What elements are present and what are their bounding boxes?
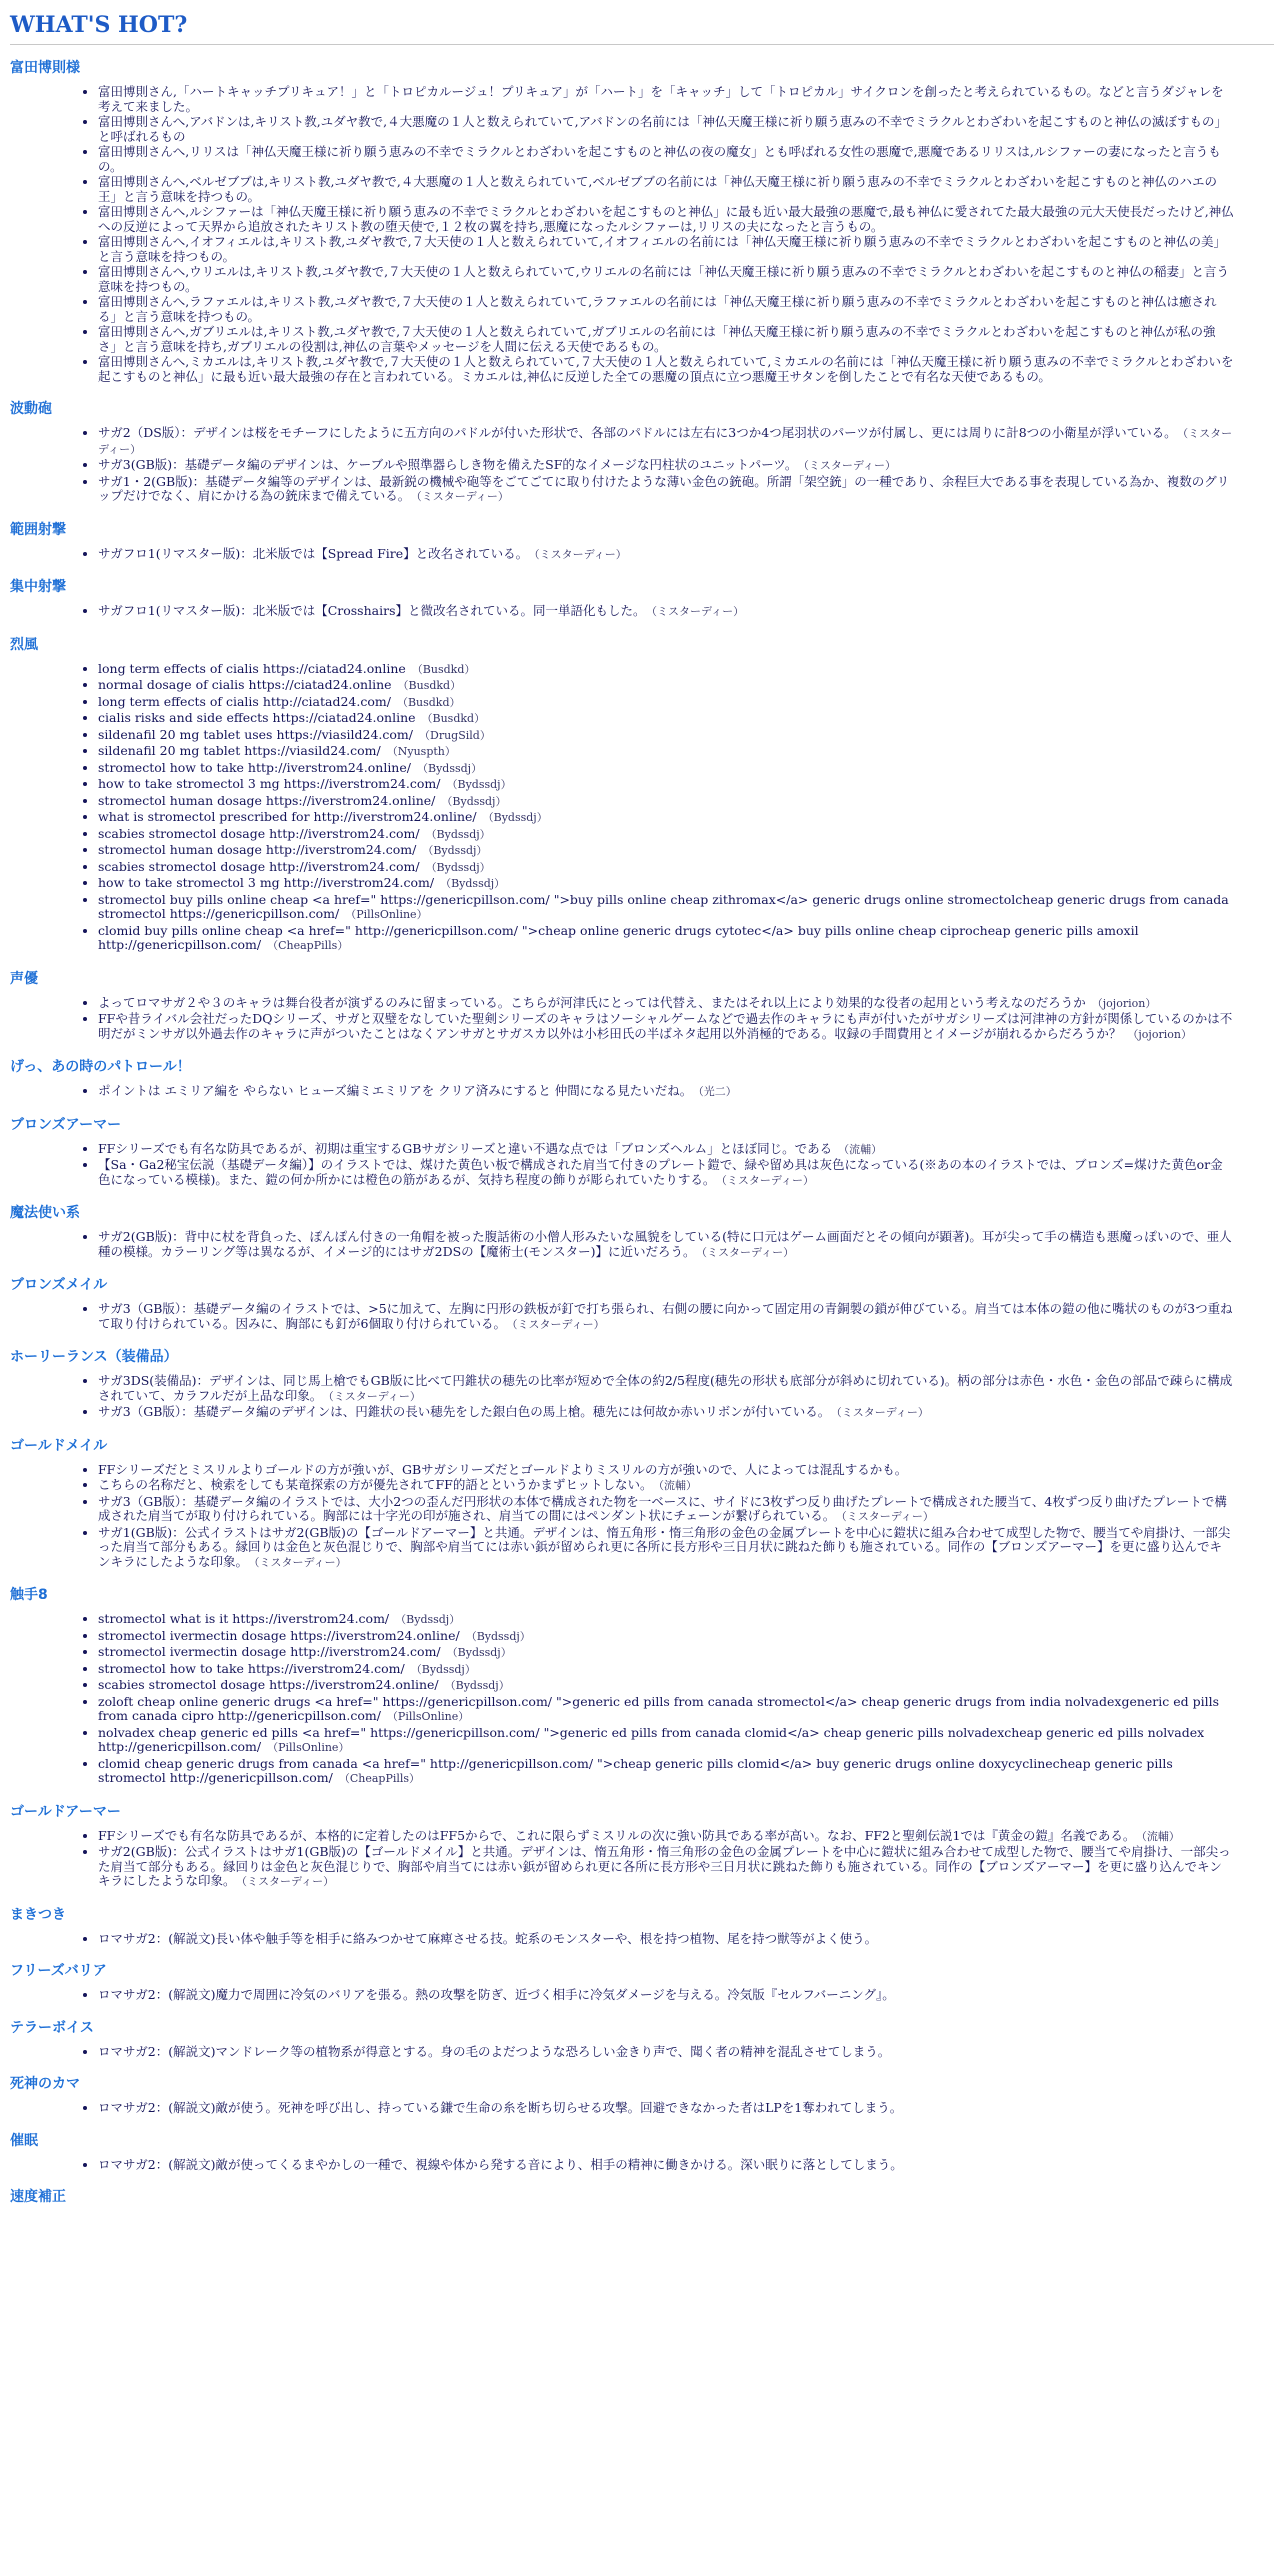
topic-section: [10, 1056, 1274, 1100]
comment-list: [10, 1463, 1274, 1571]
topic-heading[interactable]: フリーズバリア: [10, 1963, 107, 1979]
comment-item: [98, 175, 1274, 204]
comment-author: （Bydssdj）: [465, 1629, 531, 1643]
comment-item: [98, 2101, 1274, 2116]
topic-heading[interactable]: 集中射撃: [10, 579, 66, 595]
comment-author: （ミスターディー）: [803, 459, 896, 472]
topic-section: [10, 2017, 1274, 2060]
comment-text: 富田博則さんへ,リリスは「神仏天魔王様に祈り願う恵みの不幸でミラクルとわざわいを起こすものと神仏の夜の魔女」とも呼ばれる女性の悪魔で,悪魔であるリリスは,ルシファーの妻になったと言うもの。: [98, 144, 1221, 174]
comment-text: サガフロ1(リマスター版)：北米版では【Crosshairs】と微改名されている。同一単語化もした。: [98, 603, 646, 618]
topic-heading[interactable]: 波動砲: [10, 401, 52, 417]
comment-item: [98, 1142, 1274, 1158]
comment-text: よってロマサガ２や３のキャラは舞台役者が演ずるのみに留まっている。こちらが河津氏にとっては代替え、またはそれ以上により効果的な役者の起用という考えなのだろうか: [98, 994, 1086, 1010]
comment-author: （Bydssdj）: [425, 827, 491, 841]
comment-author: （ミスターディー）: [721, 1173, 815, 1187]
comment-item: [98, 604, 1274, 620]
comment-item: [98, 1645, 1274, 1661]
comment-text: normal dosage of cialis https://ciatad24.online: [98, 677, 392, 692]
comment-item: [98, 1012, 1274, 1042]
topic-heading[interactable]: げっ、あの時のパトロール！: [10, 1059, 191, 1075]
topic-heading[interactable]: ゴールドアーマー: [10, 1803, 121, 1820]
comment-item: [98, 325, 1274, 354]
comment-text: stromectol ivermectin dosage http://iverstrom24.com/: [98, 1644, 441, 1659]
comment-text: scabies stromectol dosage https://iverstrom24.online/: [98, 1677, 439, 1692]
topic-section: [10, 2130, 1274, 2173]
comment-text: sildenafil 20 mg tablet uses https://viasild24.com/: [98, 726, 413, 742]
comment-item: [98, 1302, 1274, 1332]
comment-item: [98, 777, 1274, 793]
topic-heading[interactable]: 範囲射撃: [10, 521, 66, 538]
comment-text: cialis risks and side effects https://ciatad24.online: [98, 710, 416, 725]
topic-section: [10, 1435, 1274, 1571]
comment-text: サガ3DS(装備品)：デザインは、同じ馬上槍でもGB版に比べて円錐状の穂先の比率が短めで全体の約2/5程度(穂先の形状も底部分が斜めに切れている)。柄の部分は赤色・水色・金色の部品で疎らに構成されていて、カラフルだが上品な印象。: [98, 1373, 1233, 1403]
comment-text: FFや昔ライバル会社だったDQシリーズ、サガと双璧をなしていた聖剣シリーズのキャラはソーシャルゲームなどで過去作のキャラにも声が付いたがサガシリーズは河津神の方針が関係しているのかは不明だがミンサガ以外過去作のキャラに声がついたことはなくアンサガとサガスカ以外は小杉田氏の半ばネタ起用以外消極的である。収録の手間費用とイメージが崩れるからだろうか？: [98, 1011, 1233, 1041]
topic-section: [10, 519, 1274, 563]
comment-text: stromectol human dosage https://iverstrom24.online/: [98, 792, 436, 808]
topic-section: [10, 1114, 1274, 1189]
comment-list: [10, 1142, 1274, 1189]
comment-text: zoloft cheap online generic drugs <a href=" https://genericpillson.com/ ">generic ed pills from canada stromectol</a> cheap generic drugs from india nolvadexgeneric ed pills from canada cipro http://genericpillson.com/: [98, 1693, 1220, 1723]
comment-author: （PillsOnline）: [386, 1710, 470, 1723]
comment-text: long term effects of cialis http://ciatad24.com/: [98, 693, 391, 709]
comment-text: nolvadex cheap generic ed pills <a href=" https://genericpillson.com/ ">generic ed pills from canada clomid</a> cheap generic pills nolvadexcheap generic ed pills nolvadex http://genericpillson.com/: [98, 1724, 1205, 1754]
comment-item: [98, 711, 1274, 727]
comment-text: stromectol how to take https://iverstrom24.com/: [98, 1660, 405, 1676]
comment-author: （ミスターディー）: [701, 1245, 795, 1259]
topic-section: [10, 2073, 1274, 2116]
topic-section: [10, 1904, 1274, 1947]
comment-text: サガ2(GB版)：公式イラストはサガ1(GB版)の【ゴールドメイル】と共通。デザインは、惰五角形・惰三角形の金色の金属プレートを中心に鎧状に組み合わせて成型した物で、腰当てや肩掛け、一部尖った肩当て部分もある。縁回りは金色と灰色混じりで、胸部や肩当てには赤い鋲が留められ更に各所に長方形や三日月状に跳ねた飾りも施されている。同作の【ブロンズアーマー】を更に盛り込んでキンキラにしたような印象。: [98, 1844, 1231, 1888]
comment-text: ロマサガ2：(解説文)敵が使ってくるまやかしの一種で、視線や体から発する音により、相手の精神に働きかける。深い眠りに落としてしまう。: [98, 2156, 903, 2172]
comment-text: 富田博則さんへ,アバドンは,キリスト教,ユダヤ教で,４大悪魔の１人と数えられていて,アバドンの名前には「神仏天魔王様に祈り願う恵みの不幸でミラクルとわざわいを起こすものと神仏の滅ぼすもの」と呼ばれるもの: [98, 114, 1227, 144]
comment-item: [98, 1678, 1274, 1694]
comment-author: （jojorion）: [1127, 1027, 1192, 1041]
site-title[interactable]: WHAT'S HOT?: [10, 12, 188, 38]
comment-text: ロマサガ2：(解説文)マンドレーク等の植物系が得意とする。身の毛のよだつような恐ろしい金きり声で、聞く者の精神を混乱させてしまう。: [98, 2043, 891, 2059]
comment-list: [10, 604, 1274, 620]
comment-text: ロマサガ2：(解説文)魔力で周囲に冷気のバリアを張る。熱の攻撃を防ぎ、近づく相手に冷気ダメージを与える。冷気版『セルフバーニング』。: [98, 1987, 895, 2002]
comment-author: （Bydssdj）: [425, 860, 491, 874]
comment-item: [98, 205, 1274, 234]
comment-item: [98, 1757, 1274, 1787]
comment-author: （PillsOnline）: [345, 908, 428, 921]
comment-item: [98, 1662, 1274, 1678]
comment-author: （ミスターディー）: [328, 1389, 421, 1403]
comment-author: （CheapPills）: [267, 939, 349, 952]
comment-item: [98, 1463, 1274, 1478]
comment-text: FFシリーズでも有名な防具であるが、初期は重宝するGBサガシリーズと違い不遇な点では「ブロンズヘルム」とほぼ同じ。である: [98, 1140, 833, 1156]
topic-section: [10, 1346, 1274, 1421]
comment-list: [10, 1932, 1274, 1947]
topic-heading[interactable]: 魔法使い系: [10, 1205, 80, 1221]
comment-item: [98, 678, 1274, 694]
comment-author: （Busdkd）: [421, 712, 486, 725]
comment-item: [98, 728, 1274, 744]
comment-author: （ミスターディー）: [841, 1510, 934, 1523]
topic-heading[interactable]: 触手8: [10, 1587, 48, 1603]
comment-item: [98, 1230, 1274, 1260]
comment-item: [98, 295, 1274, 324]
comment-author: （Bydssdj）: [444, 1679, 510, 1692]
topic-heading[interactable]: ブロンズアーマー: [10, 1116, 122, 1133]
comment-author: （Bydssdj）: [395, 1613, 461, 1626]
comment-text: how to take stromectol 3 mg http://iverstrom24.com/: [98, 875, 435, 890]
comment-author: （Bydssdj）: [446, 1646, 512, 1659]
comment-list: [10, 2101, 1274, 2116]
comment-list: [10, 2045, 1274, 2060]
comment-list: [10, 1829, 1274, 1890]
comment-item: [98, 145, 1274, 174]
comment-text: stromectol buy pills online cheap <a href=" https://genericpillson.com/ ">buy pills online cheap zithromax</a> generic drugs online stromectolcheap generic drugs from canada stromectol https://genericpillson.com/: [98, 891, 1229, 921]
comment-text: ポイントは エミリア編を やらない ヒューズ編ミエミリアを クリア済みにすると 仲間になる見たいだね。: [98, 1083, 693, 1098]
comment-item: [98, 1932, 1274, 1947]
comment-text: stromectol ivermectin dosage https://iverstrom24.online/: [98, 1627, 460, 1643]
topic-section: [10, 968, 1274, 1043]
comment-item: [98, 810, 1274, 826]
comment-text: サガ3(GB版)：基礎データ編のデザインは、ケーブルや照準器らしき物を備えたSF的なイメージな円柱状のユニットパーツ。: [98, 457, 798, 472]
comment-text: 富田博則さんへ,ウリエルは,キリスト教,ユダヤ教で,７大天使の１人と数えられていて,ウリエルの名前には「神仏天魔王様に祈り願う恵みの不幸でミラクルとわざわいを起こすものと神仏の稲妻」と言う意味を持つもの。: [98, 264, 1229, 294]
comment-item: [98, 1988, 1274, 2003]
comment-text: サガ2（DS版）：デザインは桜をモチーフにしたように五方向のパドルが付いた形状で、各部のパドルには左右に3つか4つ尾羽状のパーツが付属し、更には周りに計8つの小衛星が浮いている。: [98, 425, 1177, 440]
comment-text: 富田博則さんへ,ルシファーは「神仏天魔王様に祈り願う恵みの不幸でミラクルとわざわいを起こすものと神仏」に最も近い最大最強の悪魔で,最も神仏に愛されてた最大最強の元大天使長だったけど,神仏への反逆によって天界から追放されたキリスト教の堕天使で,１２枚の翼を持ち,悪魔になったルシファーは,リリスの夫になったと言うもの。: [98, 204, 1234, 234]
comment-item: [98, 265, 1274, 294]
comment-author: （PillsOnline）: [267, 1741, 350, 1754]
comment-item: [98, 1726, 1274, 1756]
comment-text: サガ3（GB版）：基礎データ編のイラストでは、>5に加えて、左胸に円形の鉄板が釘で打ち張られ、右側の腰に向かって固定用の青銅製の鎖が伸びている。肩当ては本体の鎧の他に嘴状のものが3つ重ねて取り付けられている。因みに、胸部にも釘が6個取り付けられている。: [98, 1301, 1233, 1331]
comment-text: scabies stromectol dosage http://iverstrom24.com/: [98, 858, 420, 874]
comment-text: 富田博則さんへ,イオフィエルは,キリスト教,ユダヤ教で,７大天使の１人と数えられていて,イオフィエルの名前には「神仏天魔王様に祈り願う恵みの不幸でミラクルとわざわいを起こすものと神仏の美」と言う意味を持つもの。: [98, 234, 1226, 264]
comment-item: [98, 458, 1274, 474]
comment-item: [98, 115, 1274, 144]
comment-text: こちらの名称だと、検索をしても某竜探索の方が優先されてFF的語とというかまずヒットしない。: [98, 1477, 653, 1492]
title-divider: [10, 44, 1274, 45]
comment-item: [98, 761, 1274, 777]
comment-text: FFシリーズでも有名な防具であるが、本格的に定着したのはFF5からで、これに限らずミスリルの次に強い防具である率が高い。なお、FF2と聖剣伝説1では『黄金の鎧』名義である。: [98, 1827, 1136, 1843]
topic-heading[interactable]: テラーボイス: [10, 2019, 94, 2036]
comment-text: 【Sa・Ga2秘宝伝説（基礎データ編）】のイラストでは、煤けた黄色い板で構成された肩当て付きのプレート鎧で、緑や留め具は灰色になっている(※あの本のイラストでは、ブロンズ=煤けた黄色or金色になっている模様)。また、鎧の何か所かには橙色の筋があるが、気持ち程度の飾りが彫られていたりする。: [98, 1157, 1223, 1187]
comment-item: [98, 843, 1274, 859]
comment-text: stromectol what is it https://iverstrom24.com/: [98, 1611, 390, 1626]
comment-item: [98, 1845, 1274, 1890]
topic-section: [10, 1801, 1274, 1890]
topic-heading[interactable]: 速度補正: [10, 2189, 66, 2205]
topic-heading[interactable]: 声優: [10, 970, 38, 987]
comment-item: [98, 794, 1274, 810]
comment-list: [10, 996, 1274, 1043]
comment-item: [98, 1374, 1274, 1404]
comment-author: （ミスターディー）: [511, 1317, 605, 1331]
comment-item: [98, 2158, 1274, 2173]
comment-text: how to take stromectol 3 mg https://iverstrom24.com/: [98, 776, 441, 791]
topic-section: [10, 2186, 1274, 2206]
comment-list: [10, 662, 1274, 954]
comment-author: （Nyuspth）: [386, 745, 456, 758]
comment-text: サガ3（GB版）：基礎データ編のデザインは、円錐状の長い穂先をした銀白色の馬上槍。穂先には何故か赤いリボンが付いている。: [98, 1404, 831, 1419]
topic-section: [10, 634, 1274, 954]
comment-list: [10, 1230, 1274, 1260]
comment-item: [98, 860, 1274, 876]
comment-item: [98, 827, 1274, 843]
comment-author: （ミスターディー）: [651, 605, 745, 618]
comment-author: （Bydssdj）: [441, 794, 507, 808]
comment-author: （Bydssdj）: [482, 811, 548, 824]
comment-text: サガ1・2(GB版)：基礎データ編等のデザインは、最新鋭の機械や砲等をごてごてに取り付けたような薄い金色の銃砲。所謂「架空銃」の一種であり、余程巨大である事を表現している為か、複数のグリップだけでなく、肩にかける為の銃床まで備えている。: [98, 473, 1230, 503]
comment-text: サガ3（GB版）：基礎データ編のイラストでは、大小2つの歪んだ円形状の本体で構成された物を一ベースに、サイドに3枚ずつ反り曲げたプレートで構成された腰当て、4枚ずつ反り曲げたプレートで構成された肩当てが取り付けられている。胸部には十字光の印が施され、肩当ての間にはペンダント状にチェーンが繋げられている。: [98, 1493, 1227, 1523]
comment-list: [10, 2158, 1274, 2173]
comment-author: （ミスターディー）: [241, 1875, 335, 1888]
comment-list: [10, 1612, 1274, 1787]
comment-item: [98, 695, 1274, 711]
topic-section: [10, 1274, 1274, 1332]
comment-author: （jojorion）: [1091, 996, 1157, 1010]
comment-item: [98, 924, 1274, 954]
topic-section: [10, 1202, 1274, 1260]
comment-list: [10, 85, 1274, 384]
comment-item: [98, 475, 1274, 505]
comment-author: （ミスターディー）: [98, 427, 1233, 456]
comment-author: （流輔）: [838, 1142, 883, 1156]
comment-list: [10, 1084, 1274, 1100]
comment-item: [98, 876, 1274, 892]
comment-text: stromectol human dosage http://iverstrom24.com/: [98, 842, 417, 857]
comment-item: [98, 85, 1274, 114]
topic-heading[interactable]: 富田博則様: [10, 60, 80, 76]
comment-author: （ミスターディー）: [416, 490, 509, 503]
comment-author: （DrugSild）: [419, 728, 491, 742]
comment-author: （ミスターディー）: [534, 547, 627, 561]
comment-item: [98, 1158, 1274, 1188]
comment-list: [10, 1988, 1274, 2003]
comment-author: （Bydssdj）: [410, 1662, 476, 1676]
comment-text: 富田博則さんへ,ガブリエルは,キリスト教,ユダヤ教で,７大天使の１人と数えられていて,ガブリエルの名前には「神仏天魔王様に祈り願う恵みの不幸でミラクルとわざわいを起こすものと神仏が私の強さ」と言う意味を持ち,ガブリエルの役割は,神仏の言葉やメッセージを人間に伝える天使であるもの。: [98, 324, 1216, 354]
comment-author: （Bydssdj）: [446, 778, 512, 791]
hot-topics-list: [10, 57, 1274, 2206]
comment-text: sildenafil 20 mg tablet https://viasild24.com/: [98, 743, 381, 758]
topic-section: [10, 1960, 1274, 2003]
comment-item: [98, 1629, 1274, 1645]
comment-text: what is stromectol prescribed for http://iverstrom24.online/: [98, 809, 477, 824]
comment-item: [98, 2045, 1274, 2060]
comment-item: [98, 1405, 1274, 1421]
comment-author: （Busdkd）: [397, 679, 462, 692]
comment-item: [98, 996, 1274, 1012]
comment-text: サガ1(GB版)：公式イラストはサガ2(GB版)の【ゴールドアーマー】と共通。デザインは、惰五角形・惰三角形の金色の金属プレートを中心に鎧状に組み合わせて成型した物で、腰当てや肩掛け、一部尖った肩当て部分もある。縁回りは金色と灰色混じりで、胸部や肩当てには赤い鋲が留められ更に各所に長方形や三日月状に跳ねた飾りも施されている。同作の【ブロンズアーマー】を更に盛り込んでキンキラにしたような印象。: [98, 1524, 1231, 1569]
comment-list: [10, 1374, 1274, 1421]
topic-section: [10, 57, 1274, 384]
comment-text: long term effects of cialis https://ciatad24.online: [98, 660, 406, 676]
comment-item: [98, 235, 1274, 264]
topic-section: [10, 576, 1274, 620]
comment-text: clomid buy pills online cheap <a href=" http://genericpillson.com/ ">cheap online generic drugs cytotec</a> buy pills online cheap ciprocheap generic pills amoxil http://genericpillson.com/: [98, 922, 1139, 952]
comment-author: （Busdkd）: [411, 662, 476, 676]
topic-heading[interactable]: まきつき: [10, 1906, 66, 1923]
comment-item: [98, 1695, 1274, 1725]
comment-author: （Bydssdj）: [422, 844, 488, 857]
topic-heading[interactable]: 催眠: [10, 2132, 38, 2149]
comment-item: [98, 744, 1274, 760]
topic-heading[interactable]: 烈風: [10, 636, 38, 653]
comment-text: ロマサガ2：(解説文)敵が使う。死神を呼び出し、持っている鎌で生命の糸を断ち切らせる攻撃。回避できなかった者はLPを1奪われてしまう。: [98, 2100, 903, 2115]
comment-item: [98, 662, 1274, 678]
topic-heading[interactable]: ホーリーランス（装備品）: [10, 1349, 178, 1365]
comment-item: [98, 893, 1274, 923]
comment-author: （Bydssdj）: [416, 761, 483, 775]
comment-item: [98, 547, 1274, 563]
comment-text: clomid cheap generic drugs from canada <a href=" http://genericpillson.com/ ">cheap generic pills clomid</a> buy generic drugs online doxycyclinecheap generic pills stromectol http://genericpillson.com/: [98, 1755, 1173, 1785]
comment-text: サガ2(GB版)：背中に杖を背負った、ぽんぽん付きの一角帽を被った腹話術の小僧人形みたいな風貌をしている(特に口元はゲーム画面だとその傾向が顕著)。耳が尖って手の構造も悪魔っぽいので、亜人種の模様。カラーリング等は異なるが、イメージ的にはサガ2DSの【魔術士(モンスター)】に近いだろう。: [98, 1229, 1232, 1259]
comment-item: [98, 1478, 1274, 1494]
comment-text: 富田博則さんへ,ベルゼブブは,キリスト教,ユダヤ教で,４大悪魔の１人と数えられていて,ベルゼブブの名前には「神仏天魔王様に祈り願う恵みの不幸でミラクルとわざわいを起こすものと神仏のハエの王」と言う意味を持つもの。: [98, 174, 1217, 204]
comment-text: stromectol how to take http://iverstrom24.online/: [98, 759, 411, 775]
comment-text: scabies stromectol dosage http://iverstrom24.com/: [98, 825, 420, 841]
comment-list: [10, 547, 1274, 563]
comment-author: （CheapPills）: [338, 1772, 421, 1785]
comment-item: [98, 1084, 1274, 1100]
topic-heading[interactable]: ブロンズメイル: [10, 1277, 108, 1293]
comment-item: [98, 426, 1274, 457]
comment-text: 富田博則さん,「ハートキャッチプリキュア！」と「トロピカルージュ！プリキュア」が「ハート」を「キャッチ」して「トロピカル」サイクロンを創ったと考えられているもの。などと言うダジャレを考えて来ました。: [98, 84, 1224, 114]
comment-author: （Busdkd）: [396, 695, 461, 709]
comment-author: （光二）: [698, 1085, 737, 1098]
comment-item: [98, 355, 1274, 384]
comment-item: [98, 1495, 1274, 1525]
topic-section: [10, 398, 1274, 505]
comment-author: （流輔）: [1141, 1829, 1180, 1843]
comment-item: [98, 1526, 1274, 1571]
comment-author: （流輔）: [658, 1479, 697, 1492]
comment-author: （ミスターディー）: [836, 1406, 929, 1419]
comment-text: ロマサガ2：(解説文)長い体や触手等を相手に絡みつかせて麻痺させる技。蛇系のモンスターや、根を持つ植物、尾を持つ獣等がよく使う。: [98, 1930, 878, 1946]
comment-list: [10, 426, 1274, 505]
comment-text: 富田博則さんへ,ラファエルは,キリスト教,ユダヤ教で,７大天使の１人と数えられていて,ラファエルの名前には「神仏天魔王様に祈り願う恵みの不幸でミラクルとわざわいを起こすものと神仏は癒される」と言う意味を持つもの。: [98, 294, 1217, 324]
comment-list: [10, 1302, 1274, 1332]
comment-text: FFシリーズだとミスリルよりゴールドの方が強いが、GBサガシリーズだとゴールドよりミスリルの方が強いので、人によっては混乱するかも。: [98, 1461, 908, 1477]
comment-item: [98, 1612, 1274, 1628]
comment-author: （Bydssdj）: [440, 877, 506, 890]
comment-text: 富田博則さんへ,ミカエルは,キリスト教,ユダヤ教で,７大天使の１人と数えられていて,７大天使の１人と数えられていて,ミカエルの名前には「神仏天魔王様に祈り願う恵みの不幸でミラクルとわざわいを起こすものと神仏」に最も近い最大最強の存在と言われている。ミカエルは,神仏に反逆した全ての悪魔の頂点に立つ悪魔王サタンを倒したことで有名な天使であるもの。: [98, 354, 1234, 384]
comment-item: [98, 1829, 1274, 1845]
topic-heading[interactable]: 死神のカマ: [10, 2076, 80, 2092]
topic-section: [10, 1584, 1274, 1787]
comment-text: サガフロ1(リマスター版)：北米版では【Spread Fire】と改名されている。: [98, 545, 529, 561]
comment-author: （ミスターディー）: [254, 1555, 347, 1569]
topic-heading[interactable]: ゴールドメイル: [10, 1437, 108, 1454]
